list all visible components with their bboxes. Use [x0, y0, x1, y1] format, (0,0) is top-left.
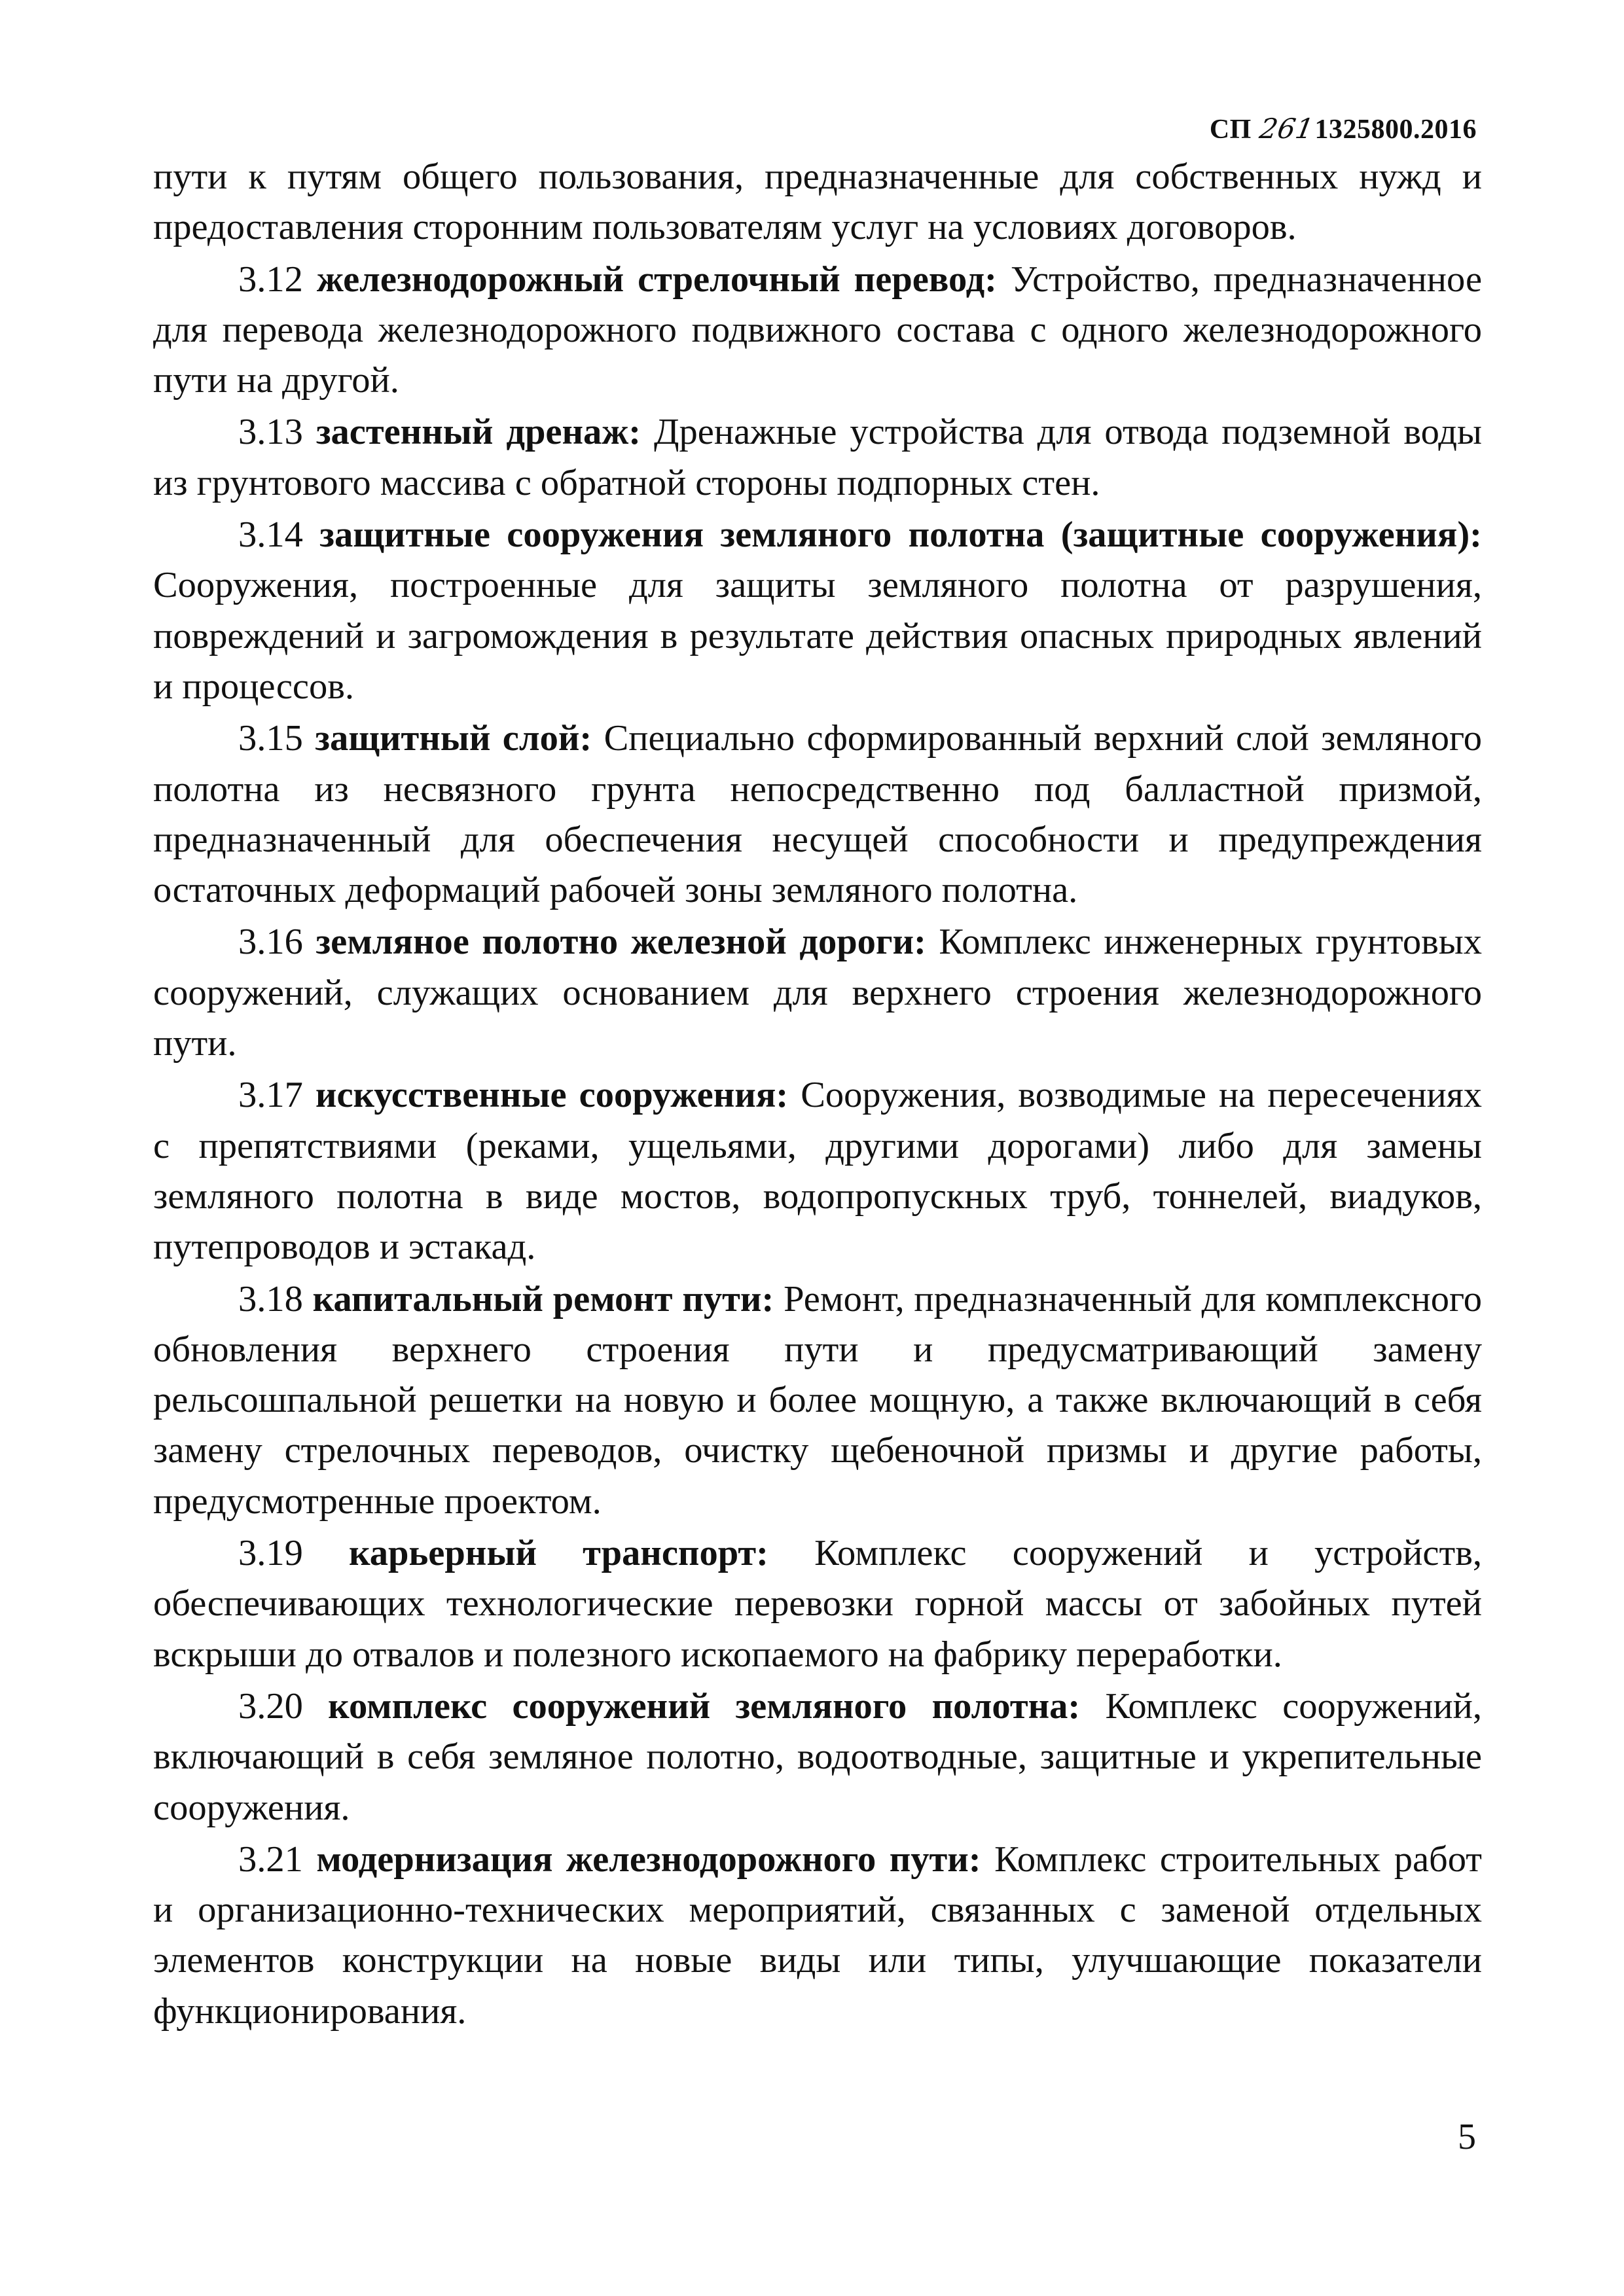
intro-paragraph: пути к путям общего пользования, предназначенные для собственных нужд и предоставления сторонним пользователям услуг на условиях договоров. [153, 156, 1482, 248]
entry-3-21 [153, 1835, 1482, 2037]
entry-number: 3.13 [238, 412, 303, 453]
entry-number: 3.19 [238, 1533, 303, 1574]
entry-number: 3.12 [238, 259, 303, 300]
entry-definition: Сооружения, построенные для защиты земляного полотна от разрушения, повреждений и загромождения в результате действия опасных природных явлений и процессов. [153, 565, 1482, 707]
entry-term: карьерный транспорт: [349, 1533, 768, 1574]
entry-term: железнодорожный стрелочный перевод: [316, 259, 997, 300]
entry-definition: Дренажные устройства для отвода подземной воды из грунтового массива с обратной стороны подпорных стен. [153, 412, 1483, 503]
entry-term: комплекс сооружений земляного полотна: [328, 1685, 1081, 1727]
entry-3-14 [153, 510, 1482, 712]
entry-term: защитные сооружения земляного полотна (защитные сооружения): [319, 514, 1483, 556]
entry-3-12 [153, 255, 1482, 406]
entry-definition: Комплекс сооружений и устройств, обеспечивающих технологические перевозки горной массы от забойных путей вскрыши до отвалов и полезного ископаемого на фабрику переработки. [153, 1533, 1482, 1675]
entry-number: 3.20 [238, 1685, 303, 1727]
entry-3-19 [153, 1528, 1482, 1680]
entry-term: земляное полотно железной дороги: [316, 922, 926, 963]
entry-term: капитальный ремонт пути: [312, 1278, 774, 1319]
entry-definition: Сооружения, возводимые на пересечениях с препятствиями (реками, ущельями, другими дорогами) либо для замены земляного полотна в виде мостов, водопропускных труб, тоннелей, виадуков, путепроводов и эстакад. [153, 1075, 1483, 1268]
entry-number: 3.16 [238, 922, 303, 963]
document-code-prefix: СП [1209, 115, 1252, 145]
entry-3-18 [153, 1274, 1482, 1527]
document-code-suffix: 1325800.2016 [1314, 115, 1477, 145]
entry-number: 3.15 [238, 718, 303, 759]
document-body [153, 152, 1482, 2038]
entry-term: застенный дренаж: [316, 412, 641, 453]
entry-definition: Комплекс сооружений, включающий в себя земляное полотно, водоотводные, защитные и укрепительные сооружения. [153, 1685, 1482, 1828]
entry-3-20 [153, 1681, 1482, 1833]
entry-number: 3.18 [238, 1278, 303, 1319]
entry-definition: Комплекс строительных работ и организационно-технических мероприятий, связанных с заменой отдельных элементов конструкции на новые виды или типы, улучшающие показатели функционирования. [153, 1839, 1483, 2032]
entry-definition: Специально сформированный верхний слой земляного полотна из несвязного грунта непосредственно под балластной призмой, предназначенный для обеспечения несущей способности и предупреждения остаточных деформаций рабочей зоны земляного полотна. [153, 718, 1482, 911]
page-number: 5 [1458, 2117, 1476, 2157]
entry-number: 3.17 [238, 1075, 303, 1116]
document-code [1210, 113, 1477, 145]
entry-number: 3.14 [238, 514, 303, 556]
entry-3-17 [153, 1070, 1482, 1272]
entry-3-15 [153, 713, 1482, 916]
document-code-handwritten-number: 261 [1257, 113, 1316, 145]
entry-definition: Ремонт, предназначенный для комплексного обновления верхнего строения пути и предусматривающий замену рельсошпальной решетки на новую и более мощную, а также включающий в себя замену стрелочных переводов, очистку щебеночной призмы и другие работы, предусмотренные проектом. [153, 1278, 1483, 1522]
entry-term: модернизация железнодорожного пути: [316, 1839, 981, 1880]
entry-definition: Комплекс инженерных грунтовых сооружений, служащих основанием для верхнего строения железнодорожного пути. [153, 922, 1483, 1064]
entry-3-16 [153, 917, 1482, 1069]
entry-term: защитный слой: [315, 718, 592, 759]
entry-number: 3.21 [238, 1839, 303, 1880]
entry-term: искусственные сооружения: [315, 1075, 789, 1116]
entry-definition: Устройство, предназначенное для перевода железнодорожного подвижного состава с одного железнодорожного пути на другой. [153, 259, 1483, 401]
entry-3-13 [153, 407, 1482, 509]
